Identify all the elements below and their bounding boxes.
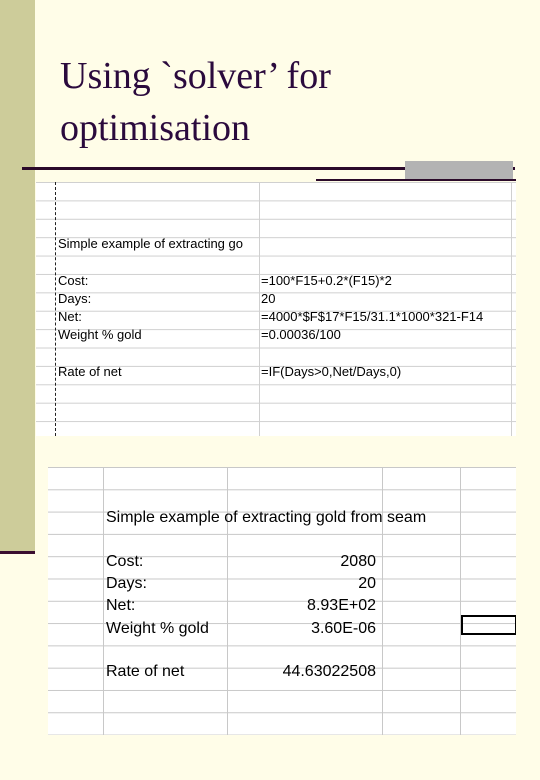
column-divider — [460, 467, 461, 735]
values-value-weight[interactable]: 3.60E-06 — [311, 620, 376, 637]
formula-spreadsheet — [36, 182, 516, 436]
values-value-days[interactable]: 20 — [358, 575, 376, 592]
values-label-rate[interactable]: Rate of net — [106, 663, 185, 680]
column-divider — [259, 182, 260, 436]
formula-heading-cell[interactable]: Simple example of extracting go — [58, 236, 243, 251]
values-spreadsheet — [48, 467, 516, 735]
formula-label-rate[interactable]: Rate of net — [58, 364, 122, 379]
values-value-rate[interactable]: 44.63022508 — [282, 663, 376, 680]
slide-title-line-1: Using `solver’ for — [60, 55, 331, 97]
slide-title-line-2: optimisation — [60, 107, 250, 149]
formula-label-days[interactable]: Days: — [58, 291, 92, 306]
formula-value-days[interactable]: 20 — [261, 291, 276, 306]
side-decoration-bar — [0, 0, 35, 554]
accent-block — [405, 161, 513, 181]
formula-value-rate[interactable]: =IF(Days>0,Net/Days,0) — [261, 364, 402, 379]
title-rule-secondary — [316, 179, 516, 181]
values-value-net[interactable]: 8.93E+02 — [307, 597, 376, 614]
formula-value-weight[interactable]: =0.00036/100 — [261, 327, 341, 342]
values-label-cost[interactable]: Cost: — [106, 553, 144, 570]
side-decoration-underline — [0, 551, 35, 554]
selected-cell[interactable] — [461, 615, 516, 635]
values-label-net[interactable]: Net: — [106, 597, 136, 614]
column-divider — [103, 467, 104, 735]
page-break-line — [55, 182, 56, 436]
formula-label-net[interactable]: Net: — [58, 309, 82, 324]
formula-label-weight[interactable]: Weight % gold — [58, 327, 142, 342]
column-divider — [511, 182, 512, 436]
values-label-weight[interactable]: Weight % gold — [106, 620, 209, 637]
formula-value-cost[interactable]: =100*F15+0.2*(F15)*2 — [261, 273, 392, 288]
values-value-cost[interactable]: 2080 — [340, 553, 376, 570]
formula-value-net[interactable]: =4000*$F$17*F15/31.1*1000*321-F14 — [261, 309, 484, 324]
formula-label-cost[interactable]: Cost: — [58, 273, 89, 288]
values-label-days[interactable]: Days: — [106, 575, 147, 592]
slide-title — [60, 50, 520, 154]
values-heading-cell[interactable]: Simple example of extracting gold from seam — [106, 509, 427, 526]
